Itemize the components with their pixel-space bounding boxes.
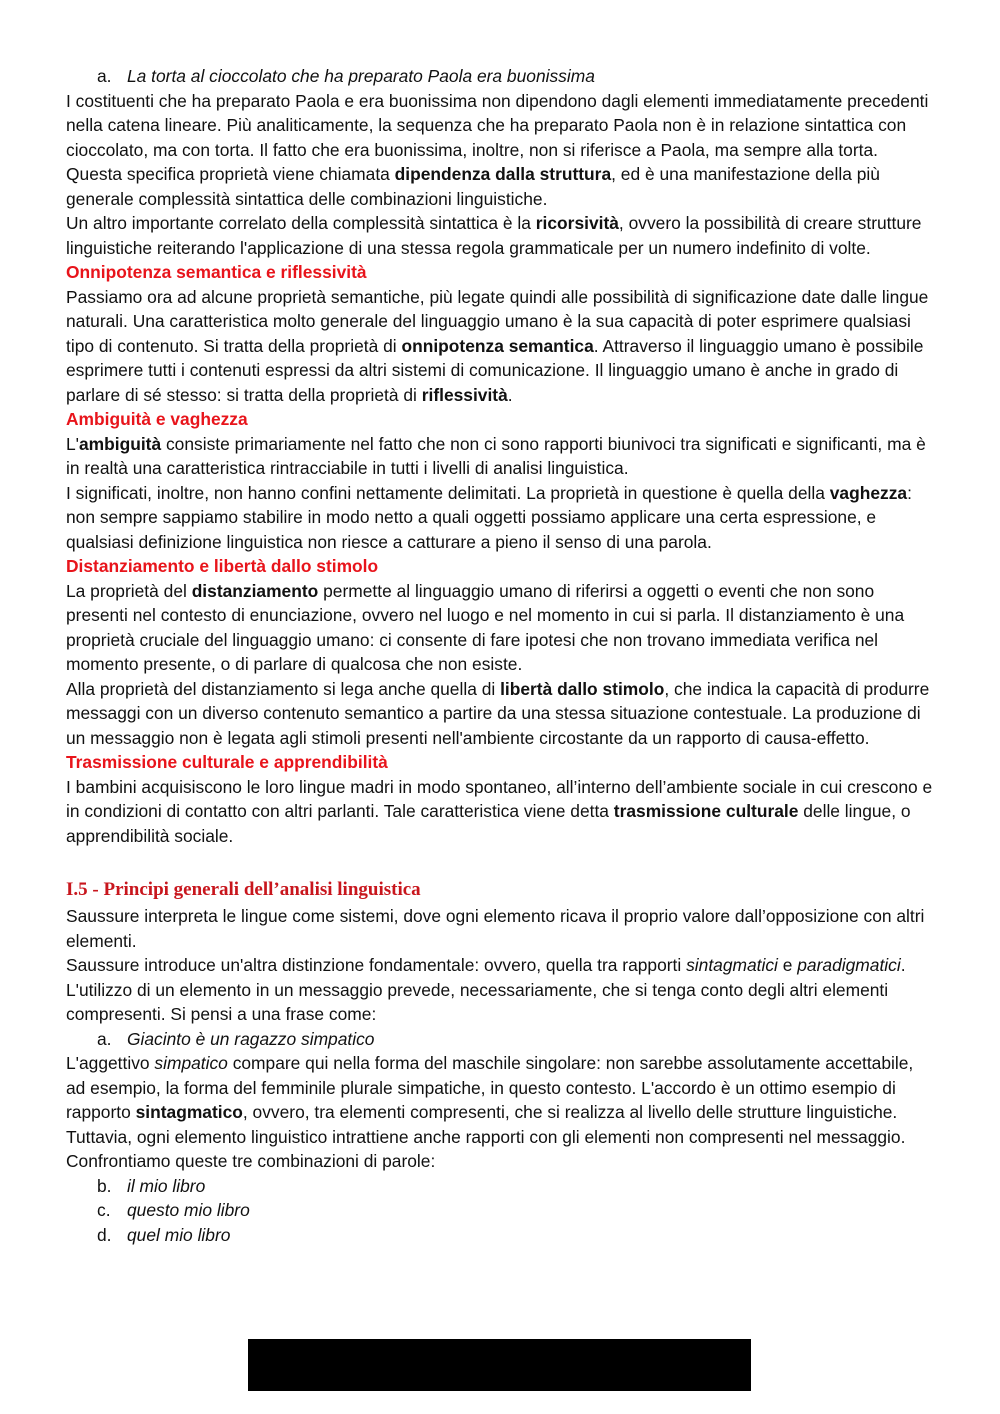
paragraph [66,432,934,481]
italic-term: simpatico [154,1053,228,1073]
text-run: L' [66,433,79,454]
paragraph [66,211,934,260]
bold-term: libertà dallo stimolo [500,678,665,699]
italic-term: paradigmatici [797,955,901,975]
subheading: Onnipotenza semantica e riflessività [66,262,367,282]
text-run: . L'utilizzo di un elemento in un messaggio prevede, necessariamente, che si tenga conto degli altri elementi compresenti. Si pensi a una frase come: [66,955,906,1024]
text-run: , ovvero, tra elementi compresenti, che si realizza al livello delle strutture linguistiche. [242,1102,898,1122]
text-run: I significati, inoltre, non hanno confini nettamente delimitati. La proprietà in questione è quella della [66,482,830,503]
subheading: Distanziamento e libertà dallo stimolo [66,556,379,576]
text-run: , ed è una manifestazione della più generale complessità sintattica delle combinazioni linguistiche. [66,164,880,209]
paragraph [66,579,934,677]
example-text: Giacinto è un ragazzo simpatico [127,1028,375,1049]
bold-term: onnipotenza semantica [401,335,594,356]
text-run: e [777,955,798,975]
text-run: I costituenti che ha preparato Paola e era buonissima non dipendono dagli elementi immediatamente precedenti nella catena lineare. Più analiticamente, la sequenza che ha preparato Paola non è in relazione sintattica con cioccolato, ma con torta. Il fatto che era buonissima, inoltre, non si riferisce a Paola, ma sempre alla torta. Questa specifica proprietà viene chiamata [66,90,929,184]
paragraph [66,89,934,212]
redaction-box [248,1339,751,1391]
text-run: L'aggettivo [66,1053,155,1073]
bold-term: vaghezza [829,482,908,503]
bold-term: sintagmatico [135,1102,243,1122]
bold-term: ambiguità [79,433,162,454]
subheading: Trasmissione culturale e apprendibilità [66,752,388,772]
example-item [66,1027,934,1052]
list-marker: c. [97,1200,111,1220]
paragraph [66,481,934,555]
italic-term: sintagmatici [686,955,778,975]
bold-term: riflessività [421,384,508,405]
example-text: il mio libro [127,1175,206,1196]
list-item [66,1223,934,1248]
text-run: . Attraverso il linguaggio umano è possibile esprimere tutti i contenuti espressi da altri sistemi di comunicazione. Il linguaggio umano è anche in grado di parlare di sé stesso: si tratta della proprietà di [66,335,924,405]
text-run: Passiamo ora ad alcune proprietà semantiche, più legate quindi alle possibilità di significazione date dalle lingue naturali. Una caratteristica molto generale del linguaggio umano è la sua capacità di poter esprimere qualsiasi tipo di contenuto. Si tratta della proprietà di [66,286,929,356]
text-run: consiste primariamente nel fatto che non ci sono rapporti biunivoci tra significati e significanti, ma è in realtà una caratteristica rintracciabile in tutti i livelli di analisi linguistica. [66,433,926,478]
text-run: , che indica la capacità di produrre messaggi con un diverso contenuto semantico a partire da una stessa situazione contestuale. La produzione di un messaggio non è legata agli stimoli presenti nell'ambiente circostante da un rapporto di causa-effetto. [66,678,930,748]
list-item [66,1174,934,1199]
paragraph [66,1051,934,1125]
bold-term: ricorsività [535,213,619,233]
text-run: I bambini acquisiscono le loro lingue madri in modo spontaneo, all’interno dell’ambiente sociale in cui crescono e in condizioni di contatto con altri parlanti. Tale caratteristica viene detta [66,776,933,821]
text-run: . [507,384,513,405]
list-marker: a. [97,66,112,86]
bold-term: trasmissione culturale [613,801,799,821]
bold-term: distanziamento [191,580,319,601]
example-text: questo mio libro [127,1200,250,1220]
subheading: Ambiguità e vaghezza [66,409,248,429]
text-run: Saussure introduce un'altra distinzione fondamentale: ovvero, quella tra rapporti [66,955,687,975]
bold-term: dipendenza dalla struttura [394,164,612,184]
text-run: compare qui nella forma del maschile singolare: non sarebbe assolutamente accettabile, ad esempio, la forma del femminile plurale simpatiche, in questo contesto. L'accordo è un ottimo esempio di rapporto [66,1053,914,1122]
list-marker: d. [97,1224,112,1245]
paragraph [66,953,934,1027]
list-marker: b. [97,1175,112,1196]
paragraph [66,285,934,408]
text-run: Alla proprietà del distanziamento si lega anche quella di [66,678,501,699]
text-run: Un altro importante correlato della complessità sintattica è la [66,213,536,233]
list-marker: a. [97,1028,112,1049]
text-run: permette al linguaggio umano di riferirsi a oggetti o eventi che non sono presenti nel contesto di enunciazione, ovvero nel luogo e nel momento in cui si parla. Il distanziamento è una proprietà cruciale del linguaggio umano: ci consente di fare ipotesi che non trovano immediata verifica nel momento presente, o di parlare di qualcosa che non esiste. [66,580,905,674]
paragraph [66,677,934,751]
text-run: La proprietà del [66,580,192,601]
text-run: delle lingue, o apprendibilità sociale. [66,801,911,846]
paragraph: Tuttavia, ogni elemento linguistico intrattiene anche rapporti con gli elementi non compresenti nel messaggio. Confrontiamo queste tre combinazioni di parole: [66,1126,906,1171]
document-page [66,64,934,1247]
text-run: : non sempre sappiamo stabilire in modo netto a quali oggetti possiamo applicare una certa espressione, e qualsiasi definizione linguistica non riesce a catturare a pieno il senso di una parola. [66,482,912,552]
paragraph: Saussure interpreta le lingue come sistemi, dove ogni elemento ricava il proprio valore dall’opposizione con altri elementi. [66,906,925,951]
example-text: La torta al cioccolato che ha preparato Paola era buonissima [127,66,595,86]
text-run: , ovvero la possibilità di creare strutture linguistiche reiterando l'applicazione di una stessa regola grammaticale per un numero indefinito di volte. [66,213,922,258]
list-item [66,1198,934,1223]
example-item [66,64,934,89]
section-title: I.5 - Principi generali dell’analisi linguistica [66,879,421,900]
paragraph [66,775,934,849]
example-text: quel mio libro [127,1224,231,1245]
